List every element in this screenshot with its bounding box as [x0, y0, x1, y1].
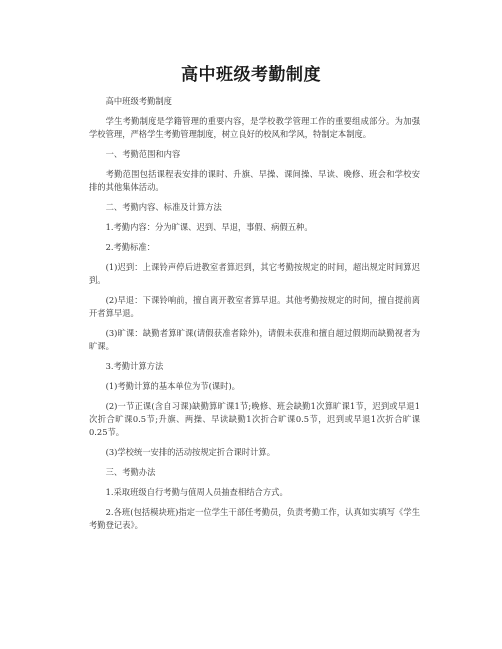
document-title: 高中班级考勤制度 [181, 65, 321, 85]
section-heading-methods: 三、考勤办法 [105, 467, 156, 477]
subtitle-paragraph: 高中班级考勤制度 [105, 96, 172, 106]
early-leave-paragraph: (2)早退：下课铃响前，擅自离开教室者算早退。其他考勤按规定的时间，擅自提前离开者算早退。 [89, 295, 420, 318]
calc-activities-paragraph: (3)学校统一安排的活动按规定折合课时计算。 [105, 447, 275, 457]
intro-paragraph: 学生考勤制度是学籍管理的重要内容，是学校教学管理工作的重要组成部分。为加强学校管理，严格学生考勤管理制度，树立良好的校风和学风，特制定本制度。 [89, 116, 420, 139]
calc-rules-paragraph: (2)一节正课(含自习课)缺勤算旷课1节;晚修、班会缺勤1次算旷课1节，迟到或早退1次折合旷课0.5节;升旗、两操、早读缺勤1次折合旷课0.5节，迟到或早退1次折合旷课0.25节。 [89, 401, 420, 437]
scope-paragraph: 考勤范围包括课程表安排的课时、升旗、早操、课间操、早读、晚修、班会和学校安排的其他集体活动。 [89, 169, 420, 192]
calculation-heading: 3.考勤计算方法 [105, 361, 164, 371]
standards-heading: 2.考勤标准： [105, 242, 155, 252]
section-heading-content: 二、考勤内容、标准及计算方法 [105, 202, 222, 212]
document-body [89, 95, 420, 539]
method-1-paragraph: 1.采取班级自行考勤与值周人员抽查相结合方式。 [105, 487, 288, 497]
absence-paragraph: (3)旷课：缺勤者算旷课(请假获准者除外)，请假未获准和擅自超过假期而缺勤视者为旷课。 [89, 328, 420, 351]
section-heading-scope: 一、考勤范围和内容 [105, 149, 181, 159]
attendance-types-paragraph: 1.考勤内容：分为旷课、迟到、早退，事假、病假五种。 [105, 222, 313, 232]
late-paragraph: (1)迟到：上课铃声停后进教室者算迟到，其它考勤按规定的时间，超出规定时间算迟到。 [89, 262, 420, 285]
calc-unit-paragraph: (1)考勤计算的基本单位为节(课时)。 [105, 381, 240, 391]
method-2-paragraph: 2.各班(包括模块班)指定一位学生干部任考勤员，负责考勤工作，认真如实填写《学生考勤登记表》。 [89, 507, 420, 530]
